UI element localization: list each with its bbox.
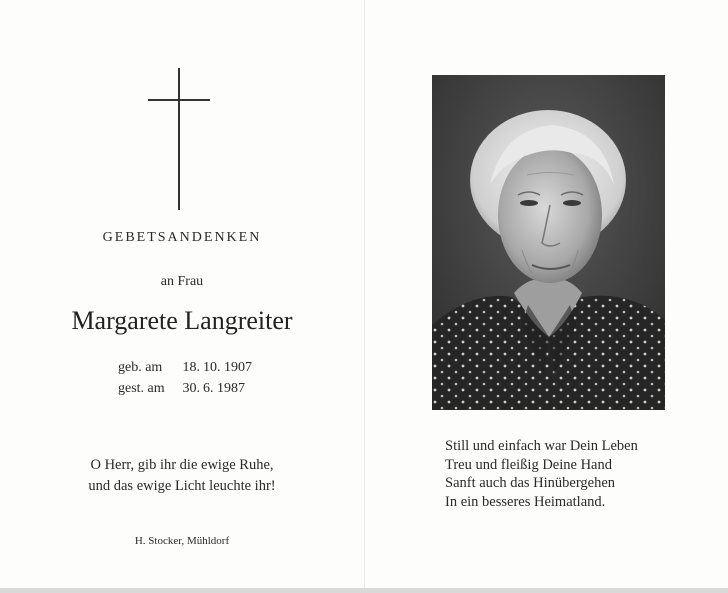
death-date-month-year: 6. 1987 [203,381,245,396]
birth-date-prefix: geb. am [118,360,163,375]
printer-credit: H. Stocker, Mühldorf [134,535,230,547]
deceased-name: Margarete Langreiter [71,306,293,335]
death-date-prefix: gest. am [118,381,165,396]
prayer-line: und das ewige Licht leuchte ihr! [88,478,276,494]
death-date-row [118,378,252,399]
poem [445,437,638,511]
death-date-day: 30. [182,381,200,396]
salutation: an Frau [160,274,204,289]
prayer [0,455,364,497]
cross-horizontal-bar [148,99,210,101]
poem-line: Sanft auch das Hinübergehen [445,475,616,491]
card-heading: GEBETSANDENKEN [102,230,262,245]
birth-date-day: 18. [182,360,200,375]
life-dates [118,357,252,399]
birth-date-month-year: 10. 1907 [203,360,252,375]
poem-line: Still und einfach war Dein Leben [445,438,638,454]
prayer-line: O Herr, gib ihr die ewige Ruhe, [90,457,274,473]
poem-line: Treu und fleißig Deine Hand [445,456,612,473]
portrait-illustration [432,75,665,410]
cross-vertical-bar [178,68,180,210]
cross-icon [148,68,210,210]
portrait-photo [432,75,665,410]
birth-date-row [118,357,252,378]
poem-line: In ein besseres Heimatland. [445,493,606,510]
right-page [364,0,728,593]
